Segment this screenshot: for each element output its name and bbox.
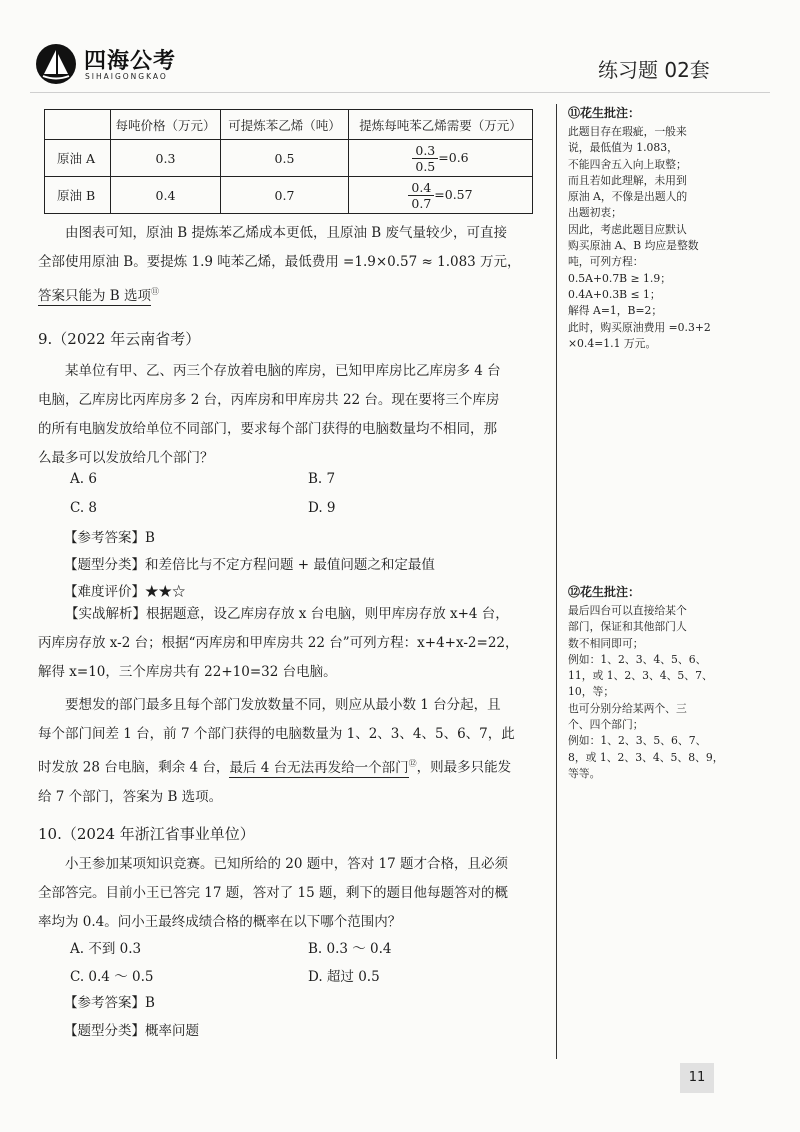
fraction: [408, 180, 434, 211]
option-c: C. 8: [70, 500, 98, 516]
text-line: 电脑，乙库房比丙库房多 2 台，丙库房和甲库房共 22 台。现在要将三个库房: [38, 392, 500, 408]
text-line: 的所有电脑发放给单位不同部门，要求每个部门获得的电脑数量均不相同，那: [38, 421, 497, 437]
field-label: 【题型分类】: [64, 557, 145, 573]
q10-stem: [38, 850, 553, 937]
q9-difficulty: [64, 580, 186, 600]
field-label: 【参考答案】: [64, 995, 145, 1011]
crude-oil-table: [44, 109, 533, 214]
note-line: 因此，考虑此题目应默认: [568, 222, 687, 236]
fraction: [412, 143, 438, 174]
underlined-conclusion: 答案只能为 B 选项: [38, 287, 152, 304]
note-line: 11，或 1、2、3、4、5、7、: [568, 669, 713, 683]
field-label: 【难度评价】: [64, 584, 145, 600]
note-line: 10，等；: [568, 685, 615, 699]
sailboat-icon: [36, 44, 76, 84]
note-title: ⑪花生批注：: [568, 106, 641, 120]
option-c: C. 0.4 ～ 0.5: [70, 969, 154, 985]
note-line: 说，最低值为 1.083，: [568, 141, 678, 155]
text-line: 解得 x=10，三个库房共有 22+10=32 台电脑。: [38, 664, 337, 680]
field-value: B: [145, 530, 155, 546]
header-divider: [30, 92, 770, 93]
note-title: ⑫花生批注：: [568, 585, 641, 599]
note-line: 解得 A=1，B=2；: [568, 304, 663, 318]
note-line: 此题目存在瑕疵，一般来: [568, 125, 687, 138]
cost-result: =0.6: [438, 149, 469, 165]
fraction-numerator: 0.4: [408, 180, 434, 196]
table-header-cell: [45, 110, 111, 140]
brand-logo: [36, 40, 226, 88]
table-cell: [349, 177, 533, 214]
note-line: 数不相同即可；: [568, 636, 644, 650]
prev-analysis: [38, 219, 553, 311]
text-line: 全部使用原油 B。要提炼 1.9 吨苯乙烯，最低费用 =1.9×0.57 ≈ 1.083 万元，: [38, 254, 521, 270]
page-header: [0, 0, 800, 100]
cost-result: =0.57: [434, 186, 473, 202]
table-cell: [349, 140, 533, 177]
table-header-row: [45, 110, 533, 140]
q10-answer: [64, 991, 155, 1011]
field-value: 概率问题: [145, 1023, 199, 1039]
q9-analysis: [38, 600, 553, 812]
page-number: 11: [680, 1063, 714, 1093]
option-b: B. 7: [308, 471, 336, 487]
text-line: [38, 749, 553, 783]
note-line: 原油 A，不像是出题人的: [568, 190, 688, 204]
fraction-numerator: 0.3: [412, 143, 438, 159]
table-cell: 原油 A: [45, 140, 111, 177]
q9-stem: [38, 357, 553, 473]
note-line: 0.4A+0.3B ≤ 1；: [568, 287, 661, 301]
fraction-denominator: 0.7: [411, 195, 432, 211]
note-line: ×0.4=1.1 万元。: [568, 336, 657, 350]
table-header-cell: 提炼每吨苯乙烯需要（万元）: [349, 110, 533, 140]
note-line: 此时，购买原油费用 =0.3+2: [568, 320, 711, 334]
table-cell: 0.5: [221, 140, 349, 177]
note-line: 0.5A+0.7B ≥ 1.9；: [568, 271, 671, 285]
side-note-11: [568, 104, 728, 352]
text-line: 由图表可知，原油 B 提炼苯乙烯成本更低，且原油 B 废气量较少，可直接: [65, 225, 508, 241]
note-line: 吨，可列方程：: [568, 255, 644, 269]
side-note-12: [568, 583, 728, 782]
field-label: 【题型分类】: [64, 1023, 145, 1039]
note-line: 最后四台可以直接给某个: [568, 604, 687, 617]
table-row: [45, 140, 533, 177]
brand-subtitle: SIHAIGONGKAO: [85, 72, 168, 81]
note-line: 例如：1、2、3、4、5、6、: [568, 652, 707, 666]
note-line: 个、四个部门；: [568, 718, 644, 732]
table-cell: 0.7: [221, 177, 349, 214]
q9-type: [64, 553, 435, 573]
text-line: 率均为 0.4。问小王最终成绩合格的概率在以下哪个范围内？: [38, 914, 402, 930]
note-marker: ⑫: [408, 759, 417, 768]
field-value: B: [145, 995, 155, 1011]
q10-title: 10.（2024 年浙江省事业单位）: [38, 825, 255, 843]
table-cell: 0.3: [111, 140, 221, 177]
text-line: 给 7 个部门，答案为 B 选项。: [38, 788, 223, 805]
note-line: 8，或 1、2、3、4、5、8、9，: [568, 750, 724, 764]
option-a: A. 不到 0.3: [70, 941, 142, 957]
set-label: 练习题 02套: [598, 58, 710, 82]
note-line: 例如：1、2、3、5、6、7、: [568, 734, 707, 748]
table-header-cell: 每吨价格（万元）: [111, 110, 221, 140]
note-line: 也可分别分给某两个、三: [568, 701, 687, 715]
text-span: 时发放 28 台电脑，剩余 4 台，: [38, 759, 230, 776]
note-line: 出题初衷；: [568, 206, 622, 220]
option-a: A. 6: [70, 471, 97, 487]
column-divider: [556, 104, 557, 1059]
text-line: 全部答完。目前小王已答完 17 题，答对了 15 题，剩下的题目他每题答对的概: [38, 885, 509, 901]
text-span: ，则最多只能发: [416, 759, 512, 776]
table-cell: 原油 B: [45, 177, 111, 214]
q9-answer: [64, 526, 155, 546]
field-value: 和差倍比与不定方程问题 + 最值问题之和定最值: [145, 557, 435, 573]
table-row: [45, 177, 533, 214]
note-line: 部门，保证和其他部门人: [568, 620, 687, 634]
text-line: 某单位有甲、乙、丙三个存放着电脑的库房，已知甲库房比乙库房多 4 台: [65, 363, 501, 379]
brand-name: 四海公考: [84, 49, 177, 74]
fraction-denominator: 0.5: [415, 158, 436, 174]
text-line: [38, 600, 553, 629]
difficulty-stars: ★★☆: [145, 584, 186, 600]
table-header-cell: 可提炼苯乙烯（吨）: [221, 110, 349, 140]
option-d: D. 9: [308, 500, 336, 516]
field-label: 【实战解析】: [65, 606, 146, 622]
option-b: B. 0.3 ～ 0.4: [308, 941, 392, 957]
q9-title: 9.（2022 年云南省考）: [38, 330, 201, 348]
text-line: 丙库房存放 x-2 台；根据“丙库房和甲库房共 22 台”可列方程：x+4+x-2=22，: [38, 635, 519, 651]
note-line: 而且若如此理解，未用到: [568, 173, 687, 187]
note-line: 等等。: [568, 766, 601, 780]
field-value: 根据题意，设乙库房存放 x 台电脑，则甲库房存放 x+4 台，: [146, 606, 509, 622]
text-line: [38, 277, 553, 311]
text-line: 要想发的部门最多且每个部门发放数量不同，则应从最小数 1 台分起，且: [65, 697, 501, 713]
text-line: 么最多可以发放给几个部门？: [38, 450, 214, 466]
table-cell: 0.4: [111, 177, 221, 214]
option-d: D. 超过 0.5: [308, 969, 380, 985]
note-line: 不能四舍五入向上取整；: [568, 157, 687, 171]
field-label: 【参考答案】: [64, 530, 145, 546]
underlined-conclusion: 最后 4 台无法再发给一个部门: [229, 759, 409, 776]
text-line: 每个部门间差 1 台，前 7 个部门获得的电脑数量为 1、2、3、4、5、6、7，此: [38, 726, 515, 742]
note-line: 购买原油 A、B 均应是整数: [568, 239, 699, 253]
text-line: 小王参加某项知识竞赛。已知所给的 20 题中，答对 17 题才合格，且必须: [65, 856, 509, 872]
note-marker: ⑪: [151, 287, 160, 296]
q10-type: [64, 1019, 199, 1039]
